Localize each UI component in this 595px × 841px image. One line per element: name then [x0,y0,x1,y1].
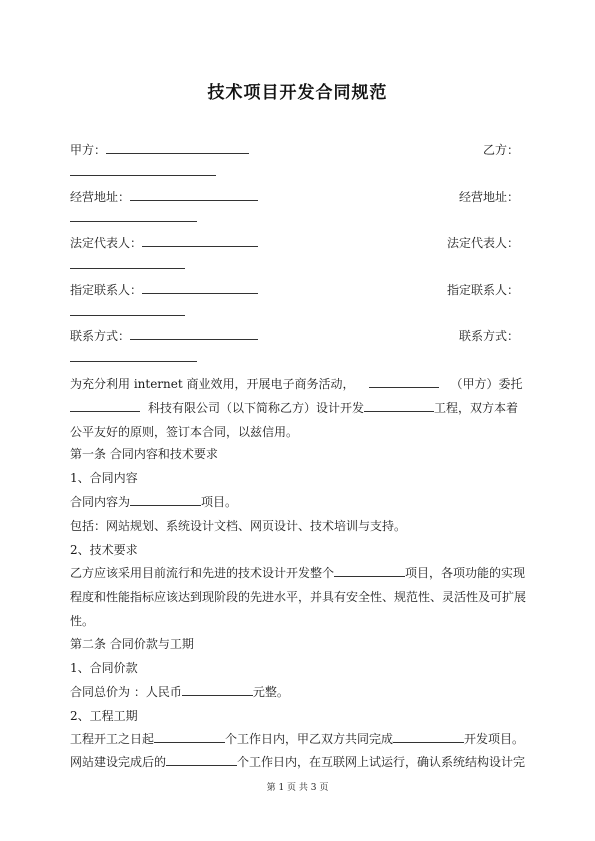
intro-text-1a: 为充分利用 internet 商业效用，开展电子商务活动， [70,377,355,391]
contact-method-b-blank-row [70,350,197,366]
article-1-sub-2: 2、技术要求 [70,543,138,557]
tech-req-text-1b: 项目，各项功能的实现 [405,566,526,580]
contact-person-blank [142,282,258,294]
contract-price-blank [182,684,253,696]
contact-method-b-blank [70,350,197,362]
legal-rep-blank [142,235,258,247]
contact-person-b-blank [70,304,185,316]
intro-line-2 [70,400,518,416]
schedule-project-blank [393,731,464,743]
contract-price-text-a: 合同总价为 ：人民币 [70,685,182,699]
contact-person-row [70,282,258,298]
contract-price-text-b: 元整。 [252,685,289,699]
address-b-blank [70,210,197,222]
tech-req-text-1a: 乙方应该采用目前流行和先进的技术设计开发整个 [70,566,335,580]
contract-content-blank [130,494,201,506]
contract-content-text-b: 项目。 [201,495,238,509]
intro-text-1b: （甲方）委托 [450,377,523,391]
address-b-blank-row [70,210,197,226]
schedule-text-1c: 开发项目。 [464,732,525,746]
address-row [70,189,258,205]
party-b-blank [70,164,216,176]
contact-method-label-b: 联系方式： [458,329,519,343]
party-a-row [70,142,249,158]
schedule-text-2b: 个工作日内，在互联网上试运行，确认系统结构设计完 [237,755,526,769]
intro-text-2b: 工程，双方本着 [434,401,519,415]
tech-req-line-3: 性。 [70,614,95,628]
party-b-blank-row [70,164,216,180]
party-b-label: 乙方： [482,143,519,157]
schedule-days-blank-2 [166,754,237,766]
contact-method-blank [130,328,258,340]
contact-method-row [70,328,258,344]
legal-rep-label: 法定代表人： [70,236,143,250]
contract-includes: 包括：网站规划、系统设计文档、网页设计、技术培训与支持。 [70,519,407,533]
tech-req-blank [334,565,405,577]
article-1-heading: 第一条 合同内容和技术要求 [70,447,218,461]
party-a-label: 甲方： [70,143,107,157]
page-number-footer: 第 1 页 共 3 页 [266,783,329,793]
contract-content-text-a: 合同内容为 [70,495,131,509]
article-2-sub-2: 2、工程工期 [70,709,138,723]
article-2-heading: 第二条 合同价款与工期 [70,637,194,651]
legal-rep-row [70,235,258,251]
address-label: 经营地址： [70,190,131,204]
address-blank [130,189,258,201]
contract-content-line [70,494,237,510]
intro-text-2a: 科技有限公司（以下简称乙方）设计开发 [148,401,365,415]
party-a-name-blank [369,376,439,388]
schedule-line-2 [70,754,525,770]
tech-req-line-2: 程度和性能指标应该达到现阶段的先进水平，并具有安全性、规范性、灵活性及可扩展 [70,590,527,604]
schedule-text-1a: 工程开工之日起 [70,732,155,746]
tech-req-line-1 [70,565,525,581]
legal-rep-b-blank [70,257,185,269]
intro-line-1 [70,376,523,392]
article-1-sub-1: 1、合同内容 [70,471,138,485]
contact-method-label: 联系方式： [70,329,131,343]
legal-rep-label-b: 法定代表人： [446,236,519,250]
contact-person-b-blank-row [70,304,185,320]
party-a-blank [106,142,249,154]
contract-price-line [70,684,289,700]
schedule-text-2a: 网站建设完成后的 [70,755,167,769]
project-name-blank [364,400,434,412]
schedule-days-blank-1 [154,731,225,743]
address-label-b: 经营地址： [458,190,519,204]
schedule-text-1b: 个工作日内，甲乙双方共同完成 [225,732,394,746]
contact-person-label: 指定联系人： [70,283,143,297]
document-title: 技术项目开发合同规范 [207,83,388,103]
contact-person-label-b: 指定联系人： [446,283,519,297]
legal-rep-b-blank-row [70,257,185,273]
intro-line-3: 公平友好的原则，签订本合同，以兹信用。 [70,425,299,439]
schedule-line-1 [70,731,524,747]
party-b-name-blank [70,400,140,412]
article-2-sub-1: 1、合同价款 [70,661,138,675]
